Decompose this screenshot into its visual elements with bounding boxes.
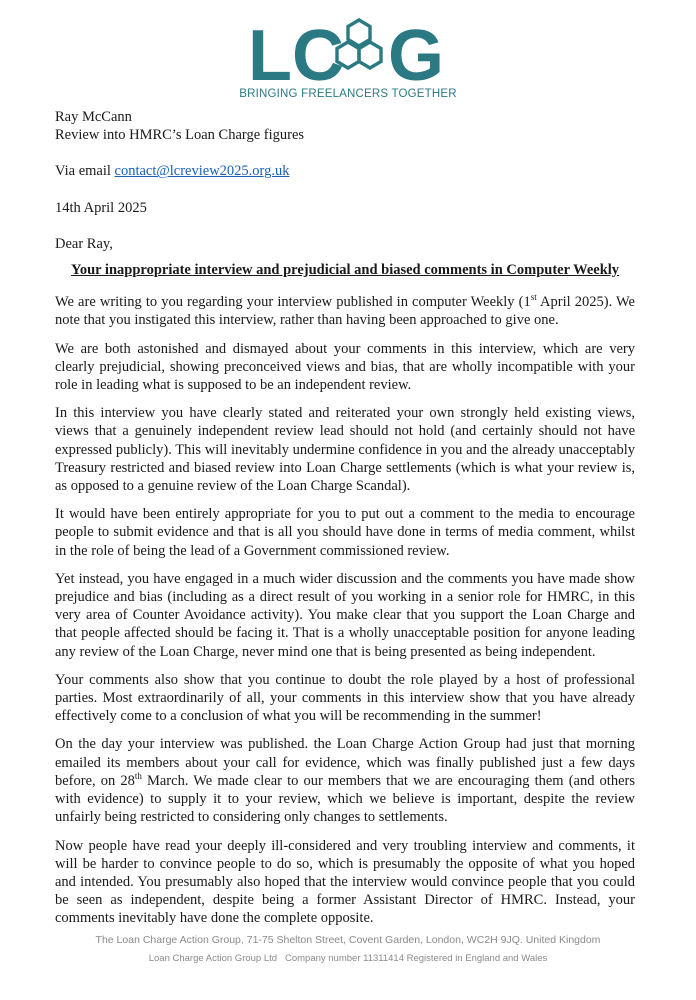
footer-company: Loan Charge Action Group Ltd Company number 11311414 Registered in England and Wales <box>148 953 548 964</box>
paragraph-7-text-a: On the day your interview was published. the Loan Charge Action Group had just that morning emailed its members about your call for evidence, which was finally published just a few days before, on 28 <box>55 736 635 789</box>
paragraph-8: Now people have read your deeply ill-considered and very troubling interview and comments, it will be harder to convince people to do so, which is presumably the opposite of what you hoped and intended. You presumably also hoped that the interview would convince people that you could be seen as independent, despite being a former Assistant Director of HMRC. Instead, your comments inevitably have done the complete opposite. <box>55 837 635 927</box>
paragraph-2: We are both astonished and dismayed about your comments in this interview, which are very clearly prejudicial, showing preconceived views and bias, that are wholly incompatible with your role in leading what is supposed to be an independent review. <box>55 340 635 394</box>
paragraph-6: Your comments also show that you continue to doubt the role played by a host of professional parties. Most extraordinarily of all, your comments in this interview show that you have already effectively come to a conclusion of what you will be recommending in the summer! <box>55 671 635 725</box>
paragraph-1-text-a: We are writing to you regarding your interview published in computer Weekly (1 <box>55 294 531 311</box>
paragraph-4: It would have been entirely appropriate for you to put out a comment to the media to encourage people to submit evidence and that is all you should have done in terms of media comment, whilst in the role of being the lead of a Government commissioned review. <box>55 506 635 559</box>
paragraph-5: Yet instead, you have engaged in a much wider discussion and the comments you have made show prejudice and bias (including as a direct result of you working in a senior role for HMRC, in this very area of Counter Avoidance activity). You make clear that you support the Loan Charge and that people affected should be facing it. That is a wholly unacceptable position for anyone leading any review of the Loan Charge, never mind one that is being presented as being independent. <box>55 570 635 660</box>
paragraph-7-sup: th <box>134 771 142 782</box>
via-email-label: Via email <box>55 163 111 180</box>
salutation: Dear Ray, <box>55 235 113 252</box>
logo-letters-left: LC <box>248 18 344 86</box>
via-email-line <box>55 162 635 180</box>
letter-body <box>55 108 635 938</box>
paragraph-1-text-b: April 2025). We note that you instigated this interview, rather than having been approached to give one. <box>55 294 635 329</box>
paragraph-1-sup: st <box>530 292 537 303</box>
paragraph-7-text-b: March. We made clear to our members that we are encouraging them (and others with evidence) to supply it to your review, which we believe is important, despite the review unfairly being restricted to considering only changes to settlements. <box>55 772 635 826</box>
organisation-logo <box>0 18 696 100</box>
logo-letters-right: G <box>388 18 445 86</box>
logo-tagline: BRINGING FREELANCERS TOGETHER <box>239 88 457 100</box>
email-link[interactable]: contact@lcreview2025.org.uk <box>114 163 290 180</box>
lcag-logo-mark <box>248 18 448 86</box>
recipient-title: Review into HMRC’s Loan Charge figures <box>55 127 305 144</box>
paragraph-1 <box>55 293 635 329</box>
footer-address: The Loan Charge Action Group, 71-75 Shelton Street, Covent Garden, London, WC2H 9JQ. United Kingdom <box>95 934 601 946</box>
letter-subject: Your inappropriate interview and prejudicial and biased comments in Computer Weekly <box>70 262 620 279</box>
letter-date: 14th April 2025 <box>55 199 147 216</box>
paragraph-7 <box>55 735 635 826</box>
recipient-name: Ray McCann <box>55 109 132 125</box>
paragraph-3: In this interview you have clearly stated and reiterated your own strongly held existing views, views that a genuinely independent review lead should not hold (and certainly should not have expressed publicly). This will inevitably undermine confidence in you and the already unacceptably Treasury restricted and biased review into Loan Charge settlements (which is what your review is, as opposed to a genuine review of the Loan Charge Scandal). <box>55 405 635 495</box>
